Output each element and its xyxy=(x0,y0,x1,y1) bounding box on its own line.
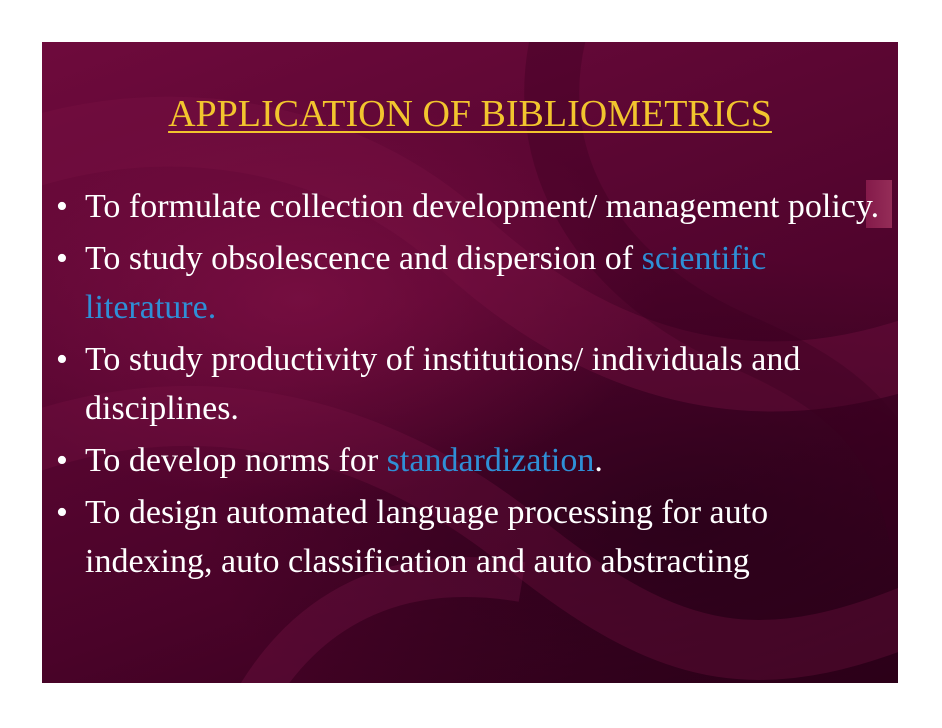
bullet-text: To study obsolescence and dispersion of xyxy=(85,240,642,277)
bullet-list xyxy=(42,182,898,589)
bullet-icon: • xyxy=(56,341,68,378)
bullet-suffix: . xyxy=(594,442,603,479)
bullet-highlight: standardization xyxy=(386,442,595,479)
bullet-item xyxy=(42,436,898,485)
bullet-item xyxy=(42,182,898,231)
bullet-highlight: scientific literature. xyxy=(85,240,767,326)
slide-title: APPLICATION OF BIBLIOMETRICS xyxy=(168,93,772,135)
bullet-text: To develop norms for xyxy=(85,442,387,479)
bullet-icon: • xyxy=(56,442,68,479)
bullet-text: To formulate collection development/ management policy. xyxy=(85,188,880,225)
bullet-icon: • xyxy=(56,494,68,531)
bullet-text: To design automated language processing for auto indexing, auto classification and auto abstracting xyxy=(85,494,769,580)
slide xyxy=(42,42,898,683)
bullet-icon: • xyxy=(56,240,68,277)
bullet-item xyxy=(42,234,898,332)
bullet-icon: • xyxy=(56,188,68,225)
bullet-item xyxy=(42,335,898,433)
bullet-item xyxy=(42,488,898,586)
bullet-text: To study productivity of institutions/ individuals and disciplines. xyxy=(85,341,801,427)
